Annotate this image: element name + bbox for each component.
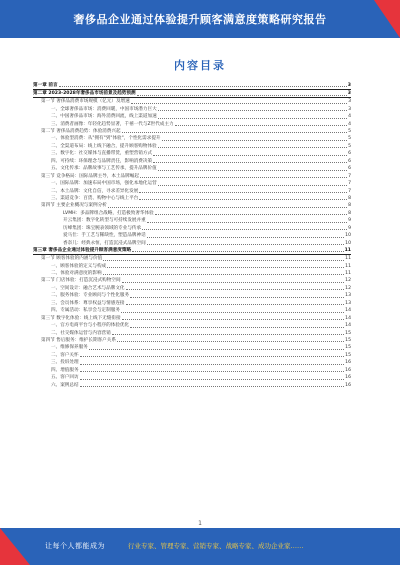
toc-entry-label: 三、渠道竞争：百货、购物中心与线上平台 — [51, 195, 139, 201]
toc-page-number: 14 — [345, 308, 351, 314]
toc-dot-leader — [80, 370, 345, 372]
toc-entry-label: 四、增值服务 — [51, 367, 79, 373]
toc-page-number: 13 — [345, 300, 351, 306]
toc-entry-row[interactable] — [33, 180, 351, 187]
header-banner — [0, 0, 400, 38]
toc-entry-label: 二、全渠道布局：线上线下融合，提升顾客购物体验 — [51, 143, 157, 149]
toc-entry-row[interactable] — [33, 128, 351, 135]
toc-page-number: 12 — [345, 285, 351, 291]
toc-page-number: 10 — [345, 240, 351, 246]
toc-entry-row[interactable] — [33, 292, 351, 299]
toc-entry-row[interactable] — [33, 225, 351, 232]
footer-tagline: 行业专家、管理专家、营销专家、战略专家、成功企业家…… — [128, 542, 304, 550]
toc-entry-row[interactable] — [33, 188, 351, 195]
toc-entry-label: 一、空间设计：融合艺术与品牌文化 — [51, 285, 125, 291]
toc-entry-row[interactable] — [33, 270, 351, 277]
toc-entry-label: 第二节 门店体验：打造沉浸式购物空间 — [41, 278, 121, 284]
toc-dot-leader — [158, 146, 347, 148]
toc-page-number: 3 — [348, 106, 351, 112]
toc-dot-leader — [175, 124, 347, 126]
toc-entry-row[interactable] — [33, 337, 351, 344]
toc-page-number: 15 — [345, 352, 351, 358]
toc-entry-row[interactable] — [33, 322, 351, 329]
toc-entry-row[interactable] — [33, 158, 351, 165]
toc-dot-leader — [147, 243, 344, 245]
toc-entry-label: 第四节 主要企业概况与案例分析 — [41, 203, 107, 209]
toc-page-number: 16 — [345, 382, 351, 388]
toc-entry-row[interactable] — [33, 300, 351, 307]
toc-entry-label: 五、文化传承：品牌故事与工艺传承，提升品牌价值 — [51, 166, 157, 172]
toc-entry-label: 第一节 顾客体验的内涵与价值 — [41, 256, 103, 262]
toc-page-number: 9 — [348, 218, 351, 224]
footer-banner — [0, 528, 400, 565]
toc-dot-leader — [121, 311, 344, 313]
toc-dot-leader — [117, 340, 344, 342]
toc-dot-leader — [155, 213, 347, 215]
toc-entry-row[interactable] — [33, 165, 351, 172]
toc-entry-row[interactable] — [33, 263, 351, 270]
toc-entry-row[interactable] — [33, 217, 351, 224]
toc-entry-row[interactable] — [33, 382, 351, 389]
toc-page-number: 5 — [348, 136, 351, 142]
toc-dot-leader — [140, 176, 347, 178]
toc-entry-label: 第三节 竞争格局：国际品牌主导，本土品牌崛起 — [41, 173, 139, 179]
toc-page-number: 4 — [348, 114, 351, 120]
toc-page-number: 11 — [345, 263, 351, 269]
toc-dot-leader — [158, 117, 347, 119]
toc-entry-label: 第三节 数字化体验：线上线下无缝衔接 — [41, 315, 121, 321]
toc-dot-leader — [107, 266, 344, 268]
toc-page-number: 6 — [348, 158, 351, 164]
toc-entry-label: LVMH：多品牌组合战略，打造极致奢华体验 — [63, 210, 154, 216]
toc-page-number: 13 — [345, 293, 351, 299]
toc-entry-label: 二、客户关怀 — [51, 352, 79, 358]
toc-dot-leader — [122, 281, 345, 283]
toc-entry-label: 第一节 奢侈品消费市场规模（亿元）及增速 — [41, 99, 130, 105]
toc-entry-label: 第一章 前言 — [33, 82, 58, 88]
toc-page-number: 12 — [345, 278, 351, 284]
toc-page-number: 11 — [345, 256, 351, 262]
toc-entry-row[interactable] — [33, 330, 351, 337]
toc-page-number: 15 — [345, 330, 351, 336]
toc-entry-label: 第二章 2023-2028年奢侈品市场前景及趋势预测 — [33, 91, 136, 97]
toc-entry-label: 一、顾客体验的定义与构成 — [51, 263, 107, 269]
toc-page-number: 15 — [345, 345, 351, 351]
toc-page-number: 5 — [348, 143, 351, 149]
toc-page-number: 8 — [348, 210, 351, 216]
toc-dot-leader — [153, 154, 347, 156]
toc-entry-label: 六、案例总结 — [51, 382, 79, 388]
toc-dot-leader — [158, 184, 347, 186]
footer-corner-accent — [0, 528, 30, 565]
toc-entry-label: 二、社交媒体运营与内容营销 — [51, 330, 111, 336]
toc-entry-label: 一、维修保养服务 — [51, 345, 88, 351]
toc-entry-label: 第四节 售后服务：维护长期客户关系 — [41, 337, 116, 343]
header-corner-accent — [374, 0, 400, 38]
toc-entry-label: 三、数字化：社交媒体与直播带货，重塑营销方式 — [51, 151, 153, 157]
toc-entry-label: 第三章 奢侈品企业通过体验提升顾客满意度策略 — [33, 248, 132, 254]
toc-entry-row[interactable] — [33, 210, 351, 217]
toc-entry-label: 二、体验对满意度的影响 — [51, 271, 102, 277]
toc-dot-leader — [80, 355, 345, 357]
toc-dot-leader — [137, 94, 347, 96]
toc-page-number: 6 — [348, 151, 351, 157]
toc-dot-leader — [112, 333, 344, 335]
toc-dot-leader — [80, 363, 345, 365]
toc-dot-leader — [80, 385, 345, 387]
toc-page-number: 3 — [347, 91, 351, 97]
toc-entry-row[interactable] — [33, 374, 351, 381]
toc-entry-row[interactable] — [33, 173, 351, 180]
toc-entry-label: 一、全球奢侈品市场：消费回暖，中国市场潜力巨大 — [51, 106, 157, 112]
toc-entry-row[interactable] — [33, 202, 351, 209]
toc-dot-leader — [139, 191, 347, 193]
toc-dot-leader — [126, 288, 345, 290]
toc-page-number: 8 — [348, 203, 351, 209]
toc-page-number: 6 — [348, 166, 351, 172]
toc-entry-label: 第二节 奢侈品消费趋势：体验消费兴起 — [41, 129, 121, 135]
toc-entry-label: 开云集团：数字化转型与可持续发展并重 — [63, 218, 146, 224]
toc-page-number: 16 — [345, 367, 351, 373]
toc-page-number: 16 — [345, 375, 351, 381]
report-title: 奢侈品企业通过体验提升顾客满意度策略研究报告 — [73, 13, 327, 26]
table-of-contents — [33, 82, 351, 389]
toc-dot-leader — [147, 221, 347, 223]
toc-page-number: 14 — [345, 315, 351, 321]
toc-dot-leader — [59, 85, 347, 87]
toc-entry-label: 香奈儿：经典永恒，打造沉浸式品牌空间 — [63, 240, 146, 246]
toc-dot-leader — [122, 318, 345, 320]
toc-entry-row[interactable] — [33, 359, 351, 366]
toc-page-number: 5 — [348, 129, 351, 135]
toc-entry-row[interactable] — [33, 255, 351, 262]
toc-entry-row[interactable] — [33, 344, 351, 351]
toc-entry-label: 五、客户回访 — [51, 375, 79, 381]
toc-dot-leader — [131, 102, 347, 104]
toc-dot-leader — [158, 169, 347, 171]
toc-page-number: 4 — [348, 121, 351, 127]
toc-entry-label: 历峰集团：珠宝腕表领域的专业与传承 — [63, 225, 142, 231]
toc-page-number: 7 — [348, 181, 351, 187]
toc-heading: 内容目录 — [174, 59, 226, 72]
toc-dot-leader — [122, 131, 348, 133]
toc-dot-leader — [158, 109, 347, 111]
toc-dot-leader — [103, 259, 344, 261]
toc-entry-row[interactable] — [33, 307, 351, 314]
toc-entry-row[interactable] — [33, 113, 351, 120]
toc-page-number: 16 — [345, 360, 351, 366]
toc-entry-label: 三、消费者画像：年轻化趋势显著，千禧一代与Z世代成主力 — [51, 121, 174, 127]
toc-entry-row[interactable] — [33, 121, 351, 128]
toc-entry-row[interactable] — [33, 240, 351, 247]
toc-entry-row[interactable] — [33, 277, 351, 284]
toc-dot-leader — [162, 139, 348, 141]
toc-page-number: 7 — [348, 188, 351, 194]
toc-entry-label: 爱马仕：手工艺与稀缺性，塑造品牌神话 — [63, 233, 146, 239]
toc-dot-leader — [89, 348, 344, 350]
toc-entry-label: 二、中国奢侈品市场：海外消费回流，线上渠道加速 — [51, 114, 157, 120]
toc-entry-label: 四、可持续：环保理念与品牌责任，影响消费决策 — [51, 158, 153, 164]
toc-dot-leader — [153, 161, 347, 163]
toc-page-number: 14 — [345, 323, 351, 329]
toc-page-number: 11 — [344, 248, 351, 254]
toc-page-number: 7 — [348, 173, 351, 179]
toc-entry-row[interactable] — [33, 367, 351, 374]
toc-dot-leader — [139, 198, 347, 200]
toc-entry-row[interactable] — [33, 98, 351, 105]
toc-dot-leader — [147, 236, 344, 238]
toc-entry-label: 二、服务体验：专业顾问与个性化服务 — [51, 293, 130, 299]
toc-entry-label: 三、会员体系：尊享权益与情感连接 — [51, 300, 125, 306]
toc-entry-label: 一、官方电商平台与小程序的体验优化 — [51, 323, 130, 329]
toc-entry-label: 一、体验型消费：从"拥有"到"体验"，个性化需求提升 — [51, 136, 161, 142]
toc-page-number: 15 — [345, 337, 351, 343]
toc-entry-row[interactable] — [33, 232, 351, 239]
toc-page-number: 11 — [345, 271, 351, 277]
toc-page-number: 9 — [348, 225, 351, 231]
toc-dot-leader — [142, 228, 347, 230]
toc-entry-row[interactable] — [33, 143, 351, 150]
toc-dot-leader — [103, 273, 345, 275]
toc-entry-row[interactable] — [33, 150, 351, 157]
toc-dot-leader — [126, 303, 345, 305]
toc-entry-label: 二、本土品牌：文化自信，寻求差异化发展 — [51, 188, 139, 194]
toc-page-number: 10 — [345, 233, 351, 239]
toc-dot-leader — [80, 378, 345, 380]
toc-entry-row[interactable] — [33, 135, 351, 142]
toc-dot-leader — [130, 326, 344, 328]
toc-page-number: 3 — [347, 82, 351, 88]
toc-page-number: 8 — [348, 195, 351, 201]
toc-entry-row[interactable] — [33, 285, 351, 292]
toc-entry-row[interactable] — [33, 195, 351, 202]
toc-dot-leader — [130, 296, 344, 298]
toc-entry-label: 一、国际品牌：加速布局中国市场，强化本地化运营 — [51, 181, 157, 187]
toc-dot-leader — [108, 206, 347, 208]
toc-page-number: 3 — [348, 99, 351, 105]
toc-entry-label: 三、投诉处理 — [51, 360, 79, 366]
footer-slogan: 让每个人都能成为 — [45, 542, 105, 550]
toc-dot-leader — [132, 250, 344, 252]
toc-entry-row[interactable] — [33, 106, 351, 113]
page-number: 1 — [198, 520, 202, 527]
toc-entry-label: 四、专属活动：私享会与定制服务 — [51, 308, 120, 314]
toc-entry-row[interactable] — [33, 352, 351, 359]
toc-entry-row[interactable] — [33, 315, 351, 322]
